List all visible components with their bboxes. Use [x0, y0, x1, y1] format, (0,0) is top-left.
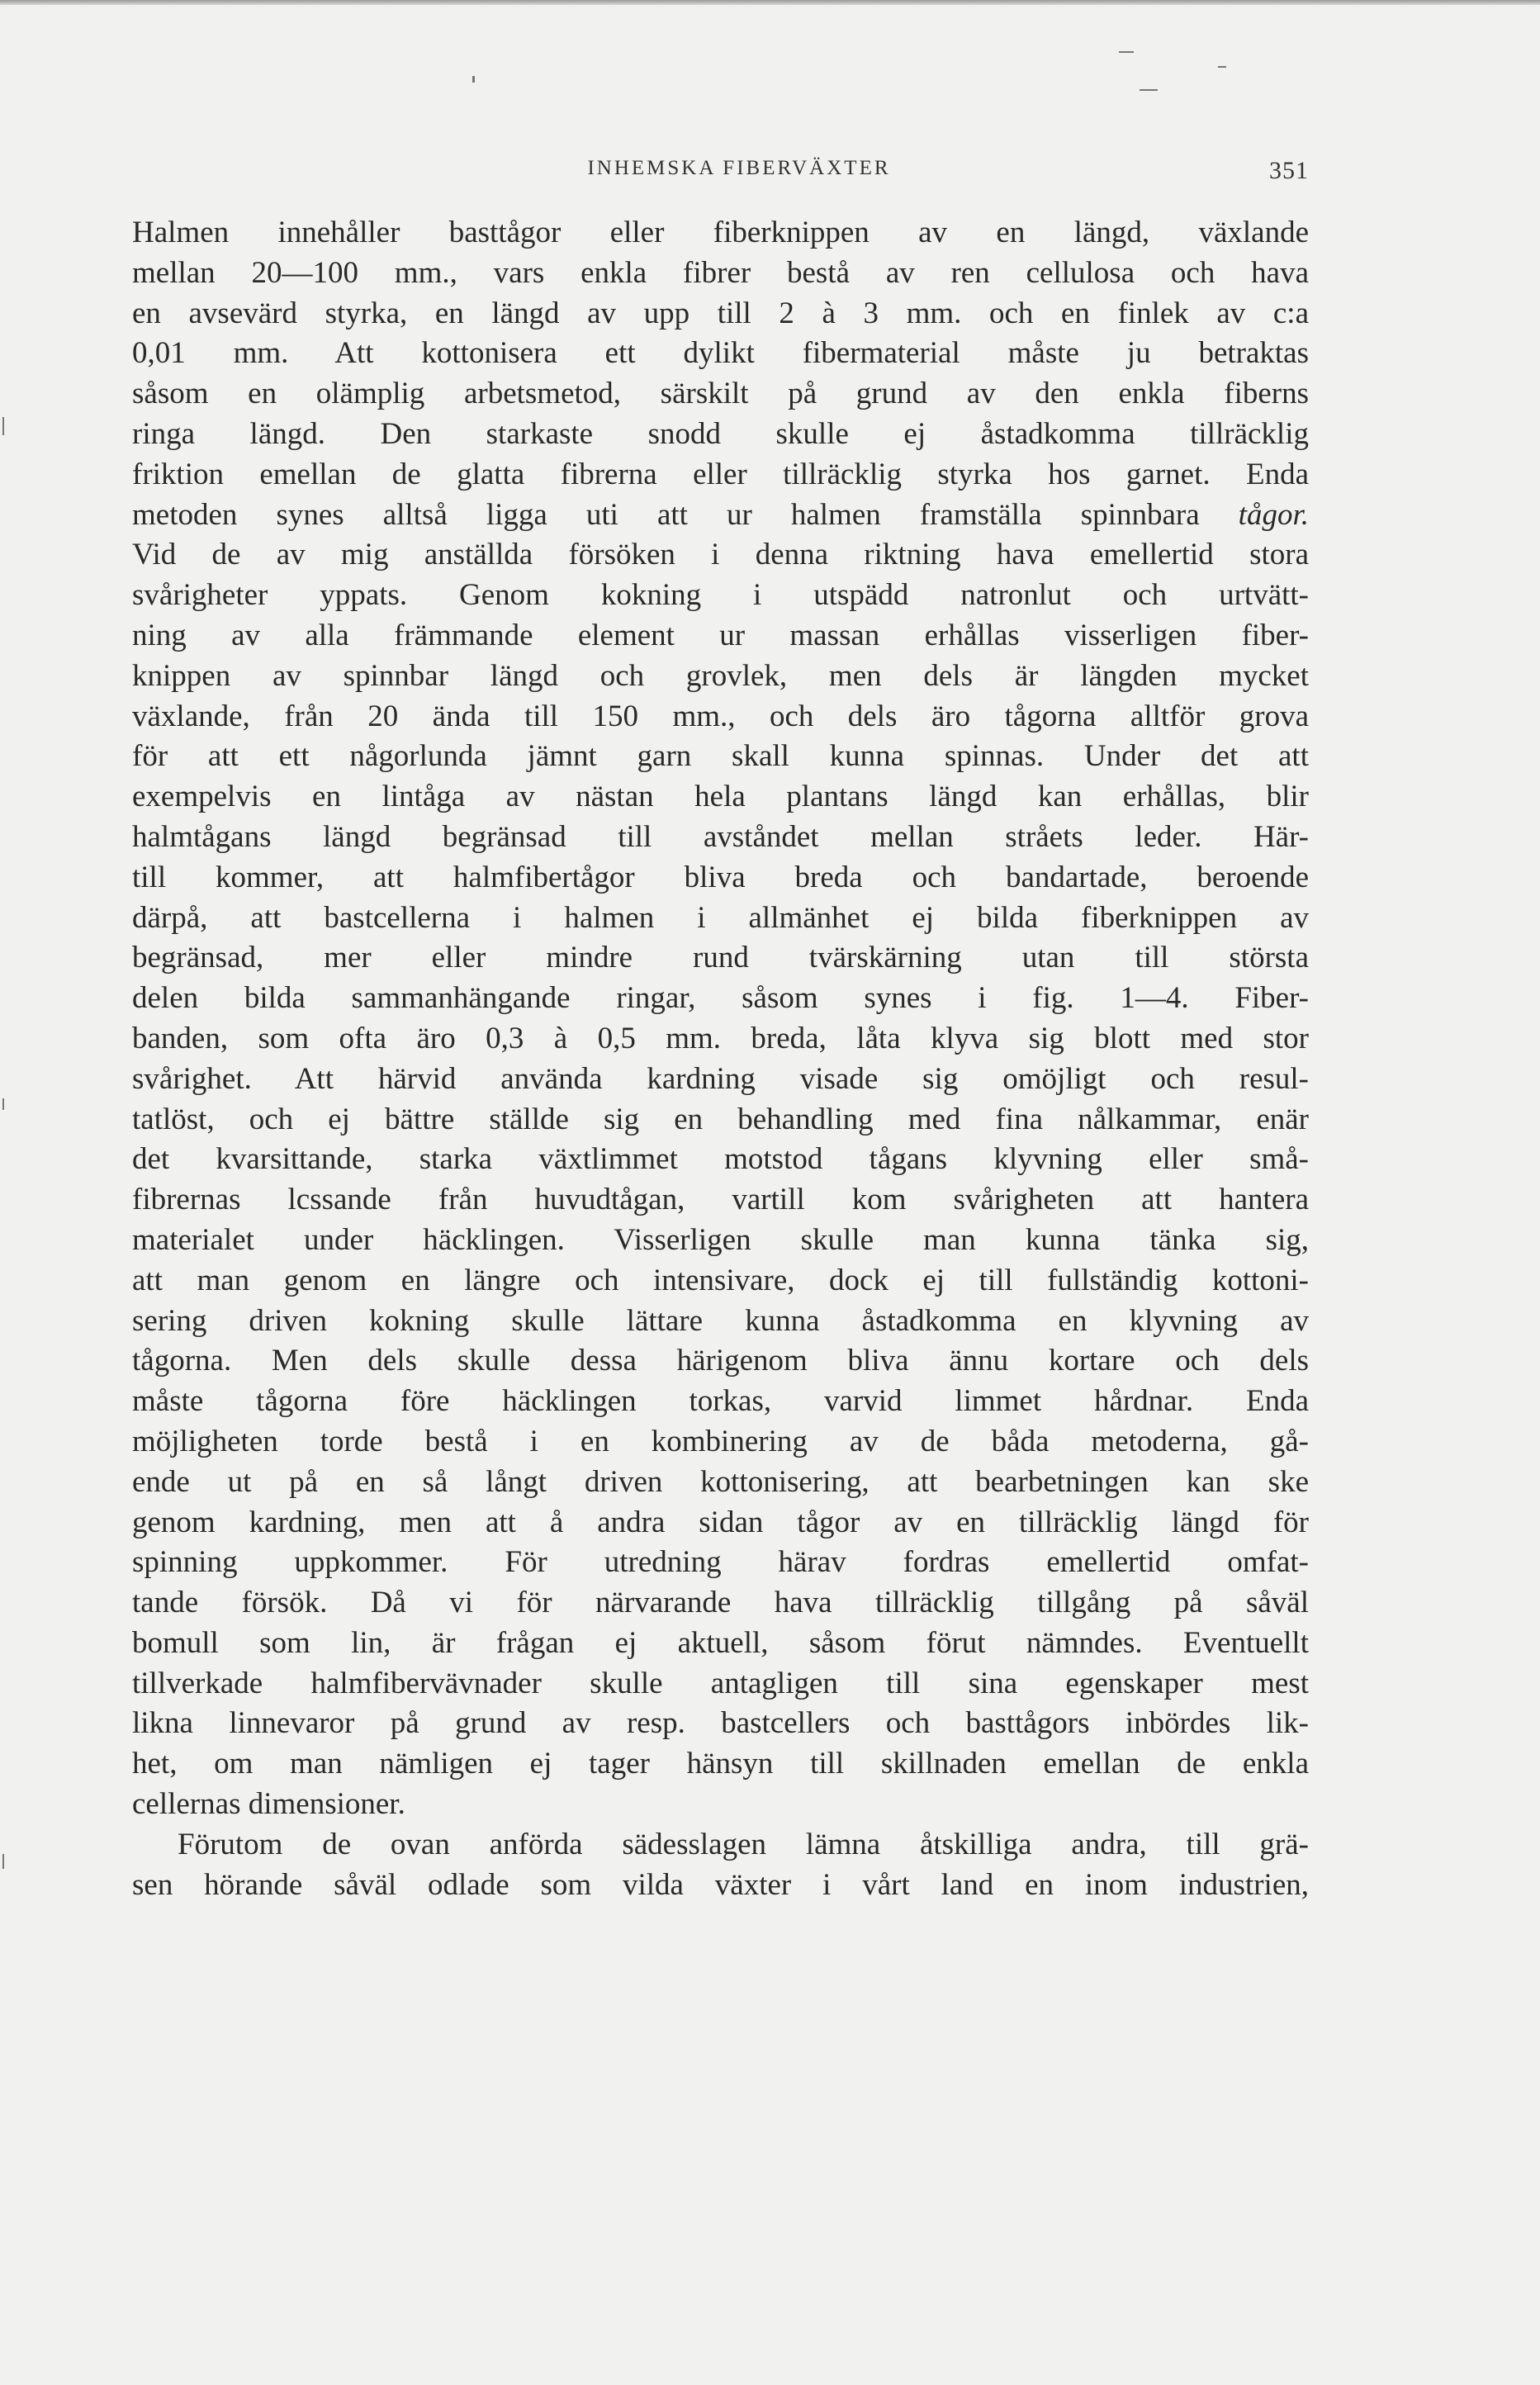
text-line: bomull som lin, är frågan ej aktuell, såsom förut nämndes. Eventuellt [132, 1625, 1309, 1660]
text-line: spinning uppkommer. För utredning härav fordras emellertid omfat- [132, 1545, 1309, 1580]
text-line: sering driven kokning skulle lättare kunna åstadkomma en klyvning av [132, 1303, 1309, 1338]
text-line: tillverkade halmfibervävnader skulle antagligen till sina egenskaper mest [132, 1666, 1309, 1700]
page-header [169, 157, 1309, 190]
body-text [132, 213, 1309, 1905]
running-head: INHEMSKA FIBERVÄXTER [587, 157, 891, 179]
text-line: tågorna. Men dels skulle dessa härigenom bliva ännu kortare och dels [132, 1344, 1309, 1378]
text-line: knippen av spinnbar längd och grovlek, men dels är längden mycket [132, 658, 1309, 693]
text-line: ning av alla främmande element ur massan erhållas visserligen fiber- [132, 618, 1309, 652]
page-number: 351 [1269, 157, 1309, 184]
text-line: växlande, från 20 ända till 150 mm., och dels äro tågorna alltför grova [132, 699, 1309, 733]
text-line: begränsad, mer eller mindre rund tvärskärning utan till största [132, 941, 1309, 975]
text-line: friktion emellan de glatta fibrerna eller tillräcklig styrka hos garnet. Enda [132, 457, 1309, 491]
text-line: det kvarsittande, starka växtlimmet motstod tågans klyvning eller små- [132, 1142, 1309, 1177]
text-line: mellan 20—100 mm., vars enkla fibrer bestå av ren cellulosa och hava [132, 255, 1309, 290]
text-segment: metoden synes alltså ligga uti att ur halmen framställa spinnbara [132, 497, 1200, 532]
text-line: tatlöst, och ej bättre ställde sig en behandling med fina nålkammar, enär [132, 1102, 1309, 1136]
scan-speck [2, 1854, 4, 1869]
text-line: cellernas dimensioner. [132, 1787, 405, 1822]
text-line: Halmen innehåller basttågor eller fiberknippen av en längd, växlande [132, 216, 1309, 249]
scan-speck [472, 76, 475, 83]
text-line: för att ett någorlunda jämnt garn skall kunna spinnas. Under det att [132, 739, 1309, 774]
text-line: genom kardning, men att å andra sidan tågor av en tillräcklig längd för [132, 1505, 1309, 1539]
text-line: därpå, att bastcellerna i halmen i allmänhet ej bilda fiberknippen av [132, 900, 1309, 935]
text-line: fibrernas lcssande från huvudtågan, vartill kom svårigheten att hantera [132, 1183, 1309, 1217]
text-line: möjligheten torde bestå i en kombinering av de båda metoderna, gå- [132, 1424, 1309, 1458]
page-top-edge [0, 0, 1540, 5]
scan-speck [1218, 66, 1226, 68]
text-line: till kommer, att halmfibertågor bliva breda och bandartade, beroende [132, 860, 1309, 894]
text-line: het, om man nämligen ej tager hänsyn till skillnaden emellan de enkla [132, 1747, 1309, 1781]
text-line: Förutom de ovan anförda sädesslagen lämna åtskilliga andra, till grä- [178, 1827, 1309, 1861]
scan-speck [2, 1098, 4, 1110]
text-line: Vid de av mig anställda försöken i denna riktning hava emellertid stora [132, 538, 1309, 572]
paragraph-1 [132, 213, 1309, 1825]
text-line: att man genom en längre och intensivare, dock ej till fullständig kottoni- [132, 1263, 1309, 1297]
text-line: materialet under häcklingen. Visserligen skulle man kunna tänka sig, [132, 1222, 1309, 1257]
text-line: tande försök. Då vi för närvarande hava tillräcklig tillgång på såväl [132, 1586, 1309, 1620]
text-line-with-italic [132, 495, 1309, 536]
text-line: svårigheter yppats. Genom kokning i utspädd natronlut och urtvätt- [132, 578, 1309, 613]
scan-speck [1140, 89, 1158, 91]
italic-word: tågor. [1238, 497, 1309, 532]
text-line: banden, som ofta äro 0,3 à 0,5 mm. breda, låta klyva sig blott med stor [132, 1021, 1309, 1055]
text-line: måste tågorna före häcklingen torkas, varvid limmet hårdnar. Enda [132, 1384, 1309, 1419]
scan-speck [1119, 51, 1134, 53]
text-line: ende ut på en så långt driven kottonisering, att bearbetningen kan ske [132, 1464, 1309, 1499]
text-line: såsom en olämplig arbetsmetod, särskilt på grund av den enkla fiberns [132, 377, 1309, 411]
scan-speck [2, 417, 4, 435]
paragraph-2 [132, 1825, 1309, 1906]
text-line: svårighet. Att härvid använda kardning visade sig omöjligt och resul- [132, 1061, 1309, 1096]
text-line: likna linnevaror på grund av resp. bastcellers och basttågors inbördes lik- [132, 1706, 1309, 1741]
text-line: sen hörande såväl odlade som vilda växter i vårt land en inom industrien, [132, 1867, 1309, 1902]
text-line: ringa längd. Den starkaste snodd skulle ej åstadkomma tillräcklig [132, 416, 1309, 451]
text-line: 0,01 mm. Att kottonisera ett dylikt fibermaterial måste ju betraktas [132, 336, 1309, 371]
text-line: en avsevärd styrka, en längd av upp till 2 à 3 mm. och en finlek av c:a [132, 296, 1309, 330]
text-line: halmtågans längd begränsad till avståndet mellan stråets leder. Här- [132, 819, 1309, 854]
text-line: exempelvis en lintåga av nästan hela plantans längd kan erhållas, blir [132, 780, 1309, 814]
text-line: delen bilda sammanhängande ringar, såsom synes i fig. 1—4. Fiber- [132, 981, 1309, 1016]
